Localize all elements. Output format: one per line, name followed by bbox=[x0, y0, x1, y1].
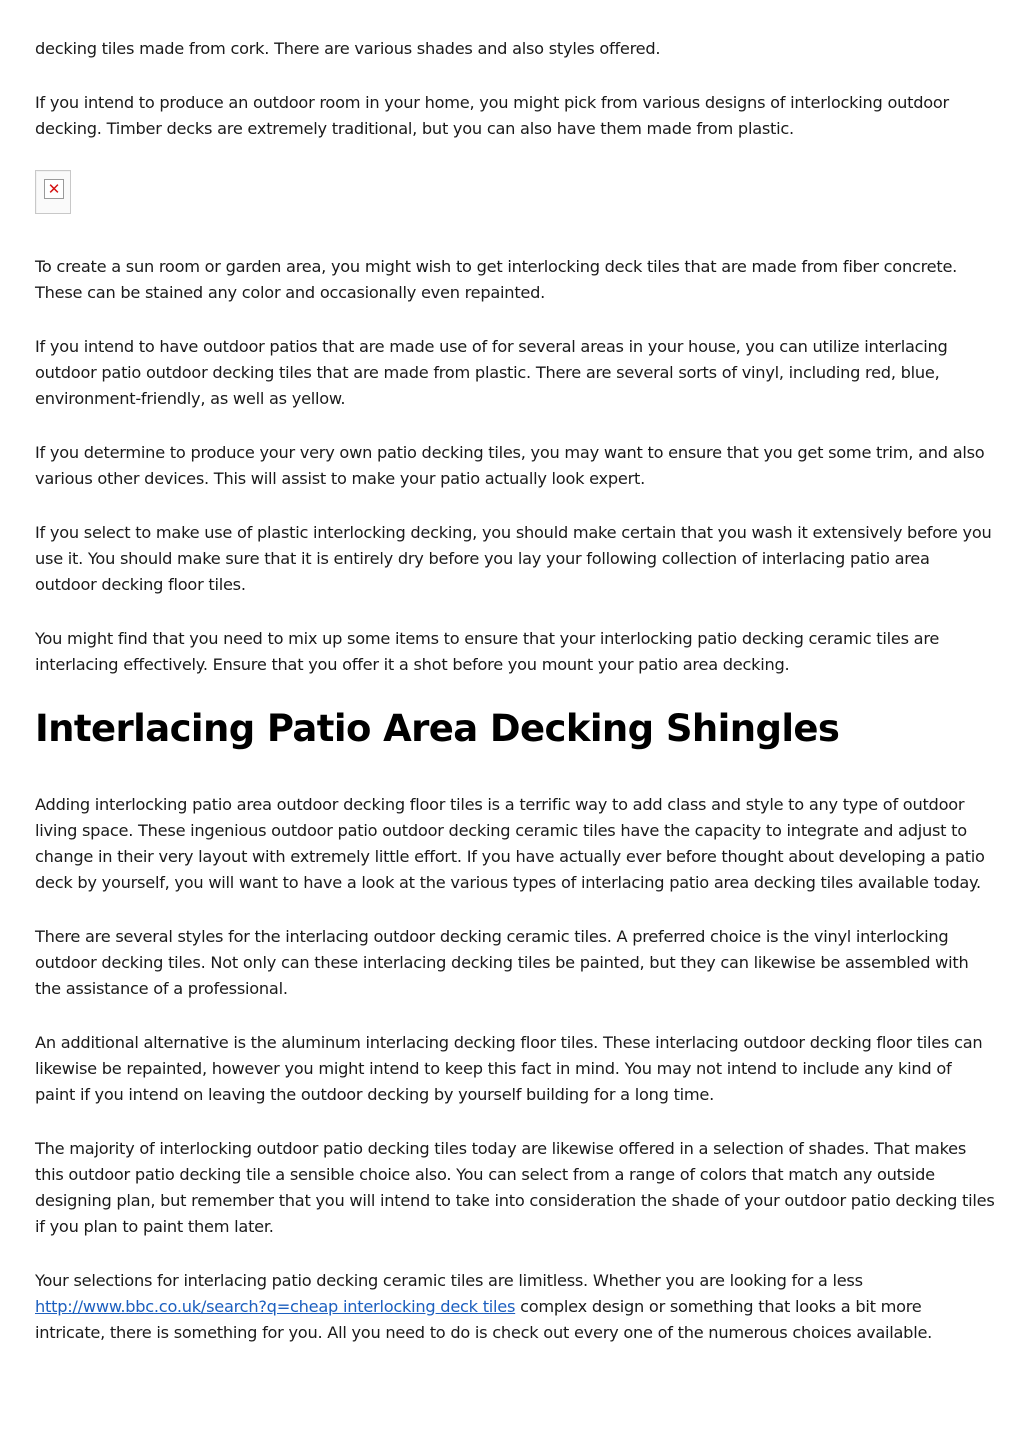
paragraph: An additional alternative is the aluminum interlacing decking floor tiles. These interlacing outdoor decking floor tiles can likewise be repainted, however you might intend to keep this fact in mind. You may not intend to include any kind of paint if you intend on leaving the outdoor decking by yourself building for a long time. bbox=[35, 1033, 983, 1104]
paragraph: If you intend to produce an outdoor room in your home, you might pick from various designs of interlocking outdoor decking. Timber decks are extremely traditional, but you can also have them made from plastic. bbox=[35, 93, 949, 138]
paragraph: You might find that you need to mix up some items to ensure that your interlocking patio decking ceramic tiles are interlacing effectively. Ensure that you offer it a shot before you mount your patio area decking. bbox=[35, 629, 940, 674]
paragraph: decking tiles made from cork. There are various shades and also styles offered. bbox=[35, 39, 661, 58]
paragraph: There are several styles for the interlacing outdoor decking ceramic tiles. A preferred choice is the vinyl interlocking outdoor decking tiles. Not only can these interlacing decking tiles be painted, but they can likewise be assembled with the assistance of a professional. bbox=[35, 927, 969, 998]
paragraph: If you determine to produce your very own patio decking tiles, you may want to ensure that you get some trim, and also various other devices. This will assist to make your patio actually look expert. bbox=[35, 443, 985, 488]
paragraph: If you select to make use of plastic interlocking decking, you should make certain that you wash it extensively before you use it. You should make sure that it is entirely dry before you lay your following collection of interlacing patio area outdoor decking floor tiles. bbox=[35, 523, 992, 594]
paragraph: If you intend to have outdoor patios that are made use of for several areas in your house, you can utilize interlacing outdoor patio outdoor decking tiles that are made from plastic. There are several sorts of vinyl, including red, blue, environment-friendly, as well as yellow. bbox=[35, 337, 948, 408]
paragraph: To create a sun room or garden area, you might wish to get interlocking deck tiles that are made from fiber concrete. These can be stained any color and occasionally even repainted. bbox=[35, 257, 958, 302]
article-body bbox=[35, 36, 995, 1374]
paragraph-text-after-link: complex design or something that looks a bit more intricate, there is something for you. All you need to do is check out every one of the numerous choices available. bbox=[35, 1297, 933, 1342]
paragraph-with-link bbox=[35, 1268, 995, 1346]
broken-image bbox=[35, 170, 71, 214]
paragraph-text-before-link: Your selections for interlacing patio decking ceramic tiles are limitless. Whether you are looking for a less bbox=[35, 1271, 863, 1290]
section-heading: Interlacing Patio Area Decking Shingles bbox=[35, 707, 840, 750]
search-link[interactable]: http://www.bbc.co.uk/search?q=cheap interlocking deck tiles bbox=[35, 1297, 516, 1316]
paragraph: Adding interlocking patio area outdoor decking floor tiles is a terrific way to add class and style to any type of outdoor living space. These ingenious outdoor patio outdoor decking ceramic tiles have the capacity to integrate and adjust to change in their very layout with extremely little effort. If you have actually ever before thought about developing a patio deck by yourself, you will want to have a look at the various types of interlacing patio area decking tiles available today. bbox=[35, 795, 985, 892]
broken-image-x-icon: ✕ bbox=[44, 179, 64, 199]
paragraph: The majority of interlocking outdoor patio decking tiles today are likewise offered in a selection of shades. That makes this outdoor patio decking tile a sensible choice also. You can select from a range of colors that match any outside designing plan, but remember that you will intend to take into consideration the shade of your outdoor patio decking tiles if you plan to paint them later. bbox=[35, 1139, 995, 1236]
